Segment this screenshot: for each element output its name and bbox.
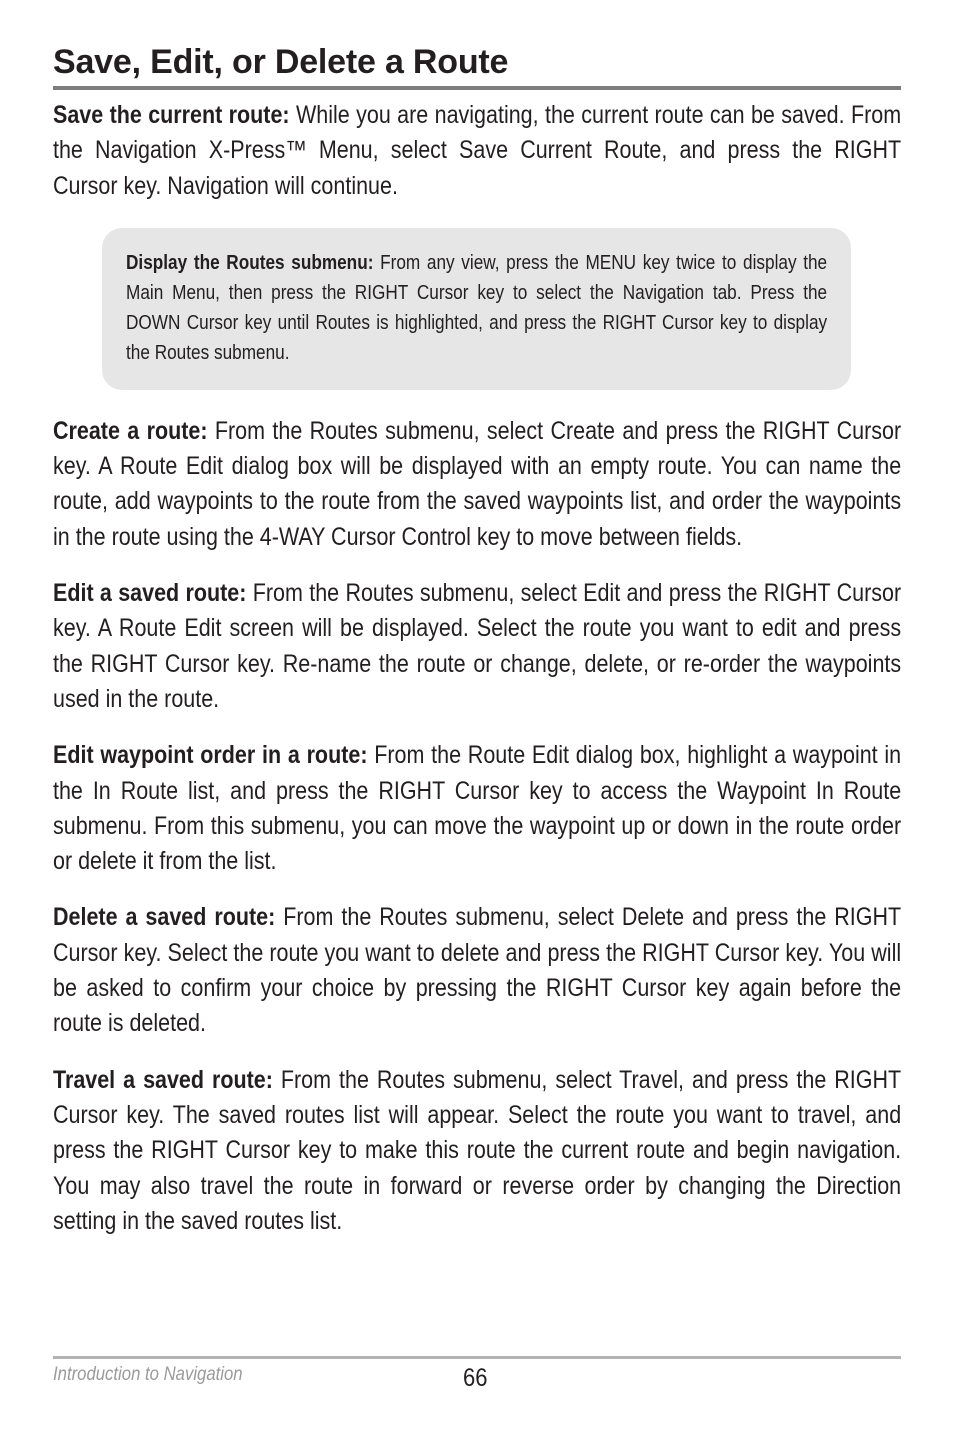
page-title: Save, Edit, or Delete a Route	[53, 43, 509, 81]
paragraph-lead: Edit a saved route:	[53, 579, 247, 608]
paragraph-text: From the Route Edit dialog box, highlight a waypoint in the In Route list, and press the RIGHT Cursor key to access the Waypoint In Route submenu. From this submenu, you can move the waypoint up or down in the route order or delete it from the list.	[53, 741, 902, 876]
note-text: From any view, press the MENU key twice to display the Main Menu, then press the RIGHT Cursor key to select the Navigation tab. Press the DOWN Cursor key until Routes is highlighted, and press the RIGHT Cursor key to display the Routes submenu.	[126, 251, 828, 364]
page-content	[53, 40, 901, 1260]
paragraph-lead: Create a route:	[53, 416, 208, 445]
paragraph-edit-saved-route	[53, 576, 901, 717]
paragraph-create-route	[53, 414, 901, 555]
note-routes-submenu	[126, 248, 827, 368]
paragraph-lead: Save the current route:	[53, 101, 290, 129]
page-number: 66	[463, 1364, 488, 1392]
footer-divider	[53, 1356, 901, 1359]
paragraph-lead: Edit waypoint order in a route:	[53, 741, 368, 770]
paragraph-travel-saved-route	[53, 1063, 901, 1239]
paragraph-save-current-route	[53, 98, 901, 204]
note-box	[102, 228, 851, 390]
paragraph-lead: Delete a saved route:	[53, 903, 276, 932]
footer-section-name: Introduction to Navigation	[53, 1364, 243, 1385]
paragraph-edit-waypoint-order	[53, 738, 901, 879]
paragraph-lead: Travel a saved route:	[53, 1065, 273, 1094]
title-divider	[53, 86, 901, 90]
paragraph-text: From the Routes submenu, select Edit and press the RIGHT Cursor key. A Route Edit screen will be displayed. Select the route you want to edit and press the RIGHT Cursor key. Re-name the route or change, delete, or re-order the waypoints used in the route.	[53, 579, 902, 713]
note-lead: Display the Routes submenu:	[126, 251, 374, 274]
page-footer	[53, 1356, 901, 1392]
paragraph-text: From the Routes submenu, select Travel, and press the RIGHT Cursor key. The saved routes list will appear. Select the route you want to travel, and press the RIGHT Cursor key to make this route the current route and begin navigation. You may also travel the route in forward or reverse order by changing the Direction setting in the saved routes list.	[53, 1065, 902, 1235]
paragraph-text: While you are navigating, the current route can be saved. From the Navigation X-Press™ Menu, select Save Current Route, and press the RIGHT Cursor key. Navigation will continue.	[53, 101, 902, 200]
paragraph-delete-saved-route	[53, 900, 901, 1041]
paragraph-text: From the Routes submenu, select Delete and press the RIGHT Cursor key. Select the route you want to delete and press the RIGHT Cursor key. You will be asked to confirm your choice by pressing the RIGHT Cursor key again before the route is deleted.	[53, 903, 902, 1038]
paragraph-text: From the Routes submenu, select Create and press the RIGHT Cursor key. A Route Edit dialog box will be displayed with an empty route. You can name the route, add waypoints to the route from the saved waypoints list, and order the waypoints in the route using the 4-WAY Cursor Control key to move between fields.	[53, 416, 902, 551]
